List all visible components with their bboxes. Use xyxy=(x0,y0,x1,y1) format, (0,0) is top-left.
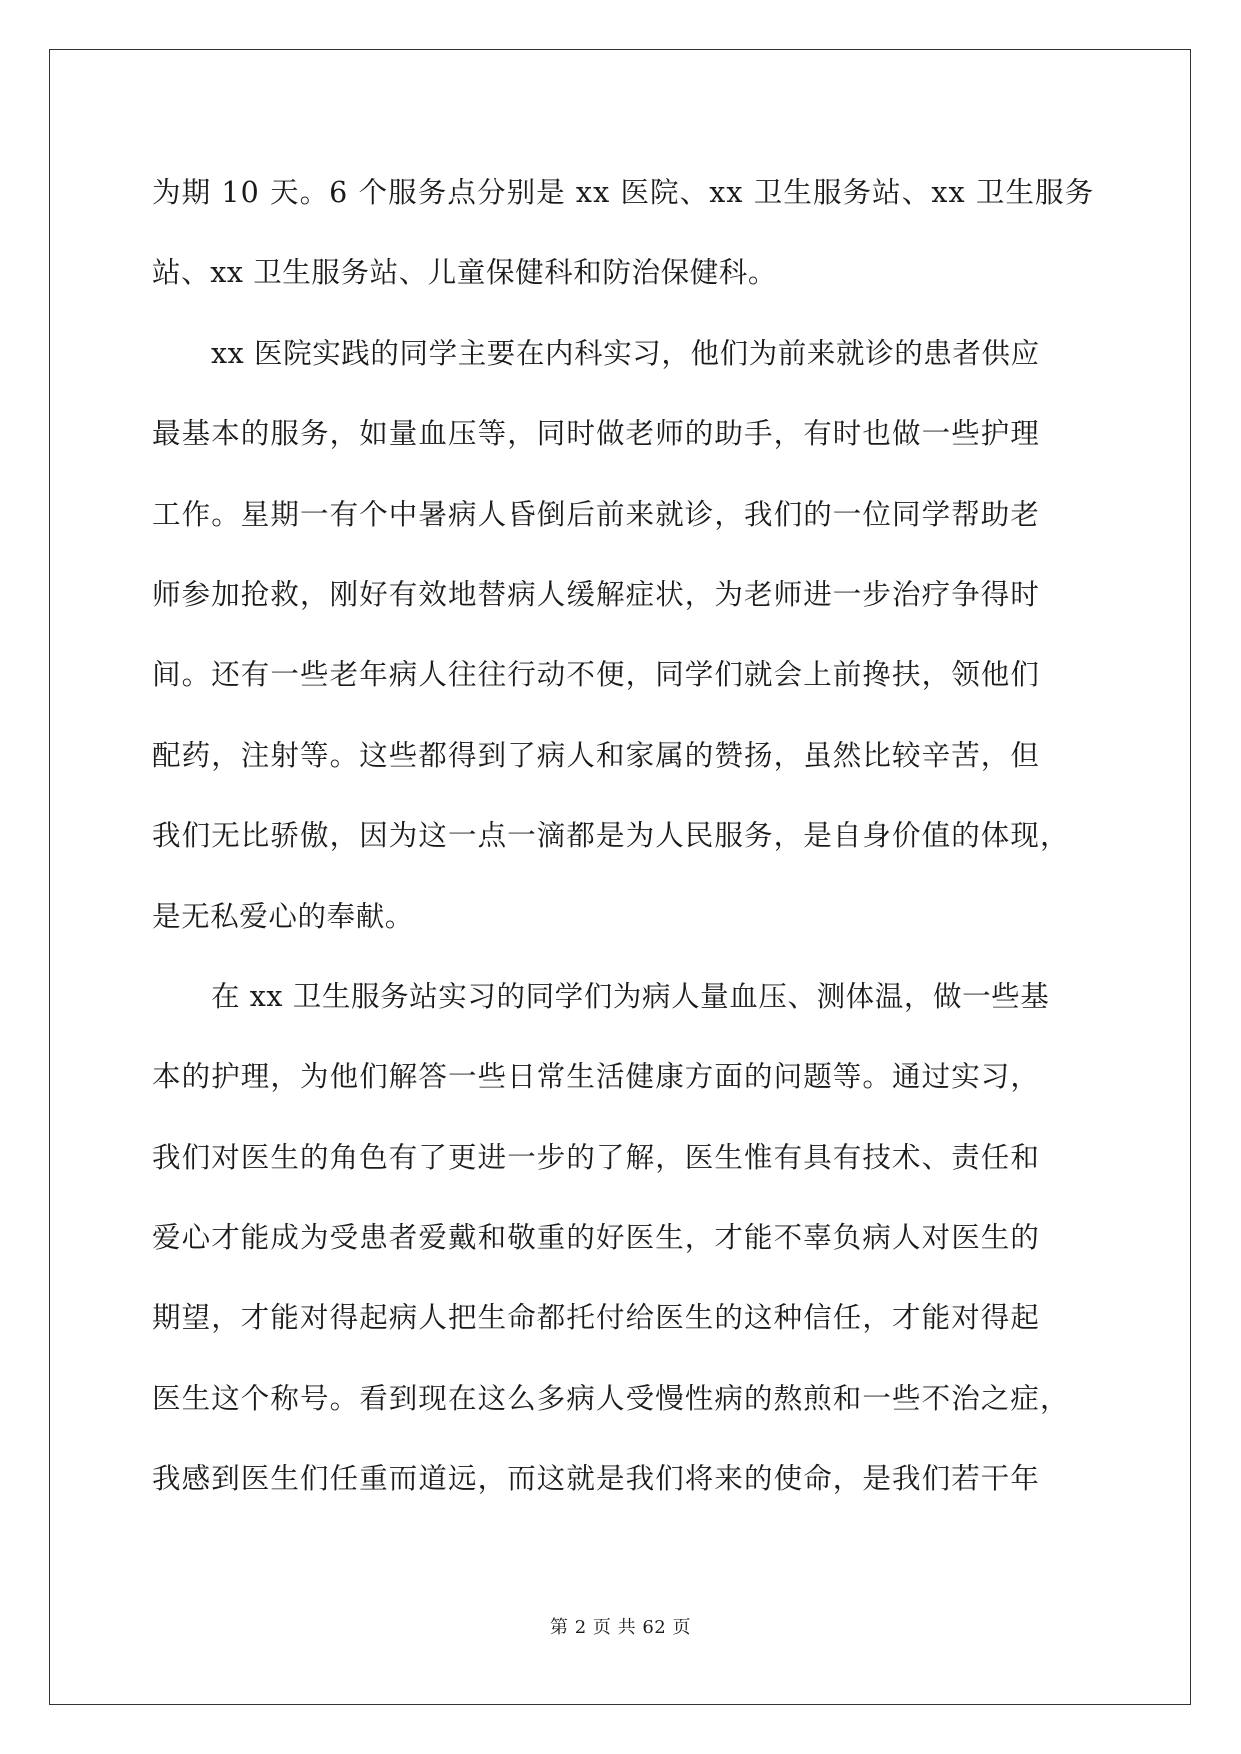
text-line: 站、xx 卫生服务站、儿童保健科和防治保健科。 xyxy=(152,256,778,290)
text-line: 师参加抢救，刚好有效地替病人缓解症状，为老师进一步治疗争得时 xyxy=(152,577,1041,611)
text-line: 我感到医生们任重而道远，而这就是我们将来的使命，是我们若干年 xyxy=(152,1462,1041,1496)
document-body xyxy=(152,158,1095,1525)
text-line: 本的护理，为他们解答一些日常生活健康方面的问题等。通过实习， xyxy=(152,1060,1041,1094)
text-line: 是无私爱心的奉献。 xyxy=(152,899,414,933)
paragraph-start-line: 在 xx 卫生服务站实习的同学们为病人量血压、测体温，做一些基 xyxy=(211,979,1050,1013)
text-line: 医生这个称号。看到现在这么多病人受慢性病的熬煎和一些不治之症， xyxy=(152,1381,1070,1415)
text-line: 间。还有一些老年病人往往行动不便，同学们就会上前搀扶，领他们 xyxy=(152,658,1041,692)
text-line: 配药，注射等。这些都得到了病人和家属的赞扬，虽然比较辛苦，但 xyxy=(152,738,1041,772)
text-line: 工作。星期一有个中暑病人昏倒后前来就诊，我们的一位同学帮助老 xyxy=(152,497,1041,531)
page-number-footer: 第 2 页 共 62 页 xyxy=(550,1617,691,1638)
text-line: 最基本的服务，如量血压等，同时做老师的助手，有时也做一些护理 xyxy=(152,417,1041,451)
text-line: 我们对医生的角色有了更进一步的了解，医生惟有具有技术、责任和 xyxy=(152,1140,1041,1174)
text-line: 爱心才能成为受患者爱戴和敬重的好医生，才能不辜负病人对医生的 xyxy=(152,1221,1041,1255)
text-line: 为期 10 天。6 个服务点分别是 xx 医院、xx 卫生服务站、xx 卫生服务 xyxy=(152,176,1095,209)
text-line: 我们无比骄傲，因为这一点一滴都是为人民服务，是自身价值的体现， xyxy=(152,819,1070,853)
text-line: 期望，才能对得起病人把生命都托付给医生的这种信任，才能对得起 xyxy=(152,1301,1041,1335)
paragraph-start-line: xx 医院实践的同学主要在内科实习，他们为前来就诊的患者供应 xyxy=(211,336,1040,370)
